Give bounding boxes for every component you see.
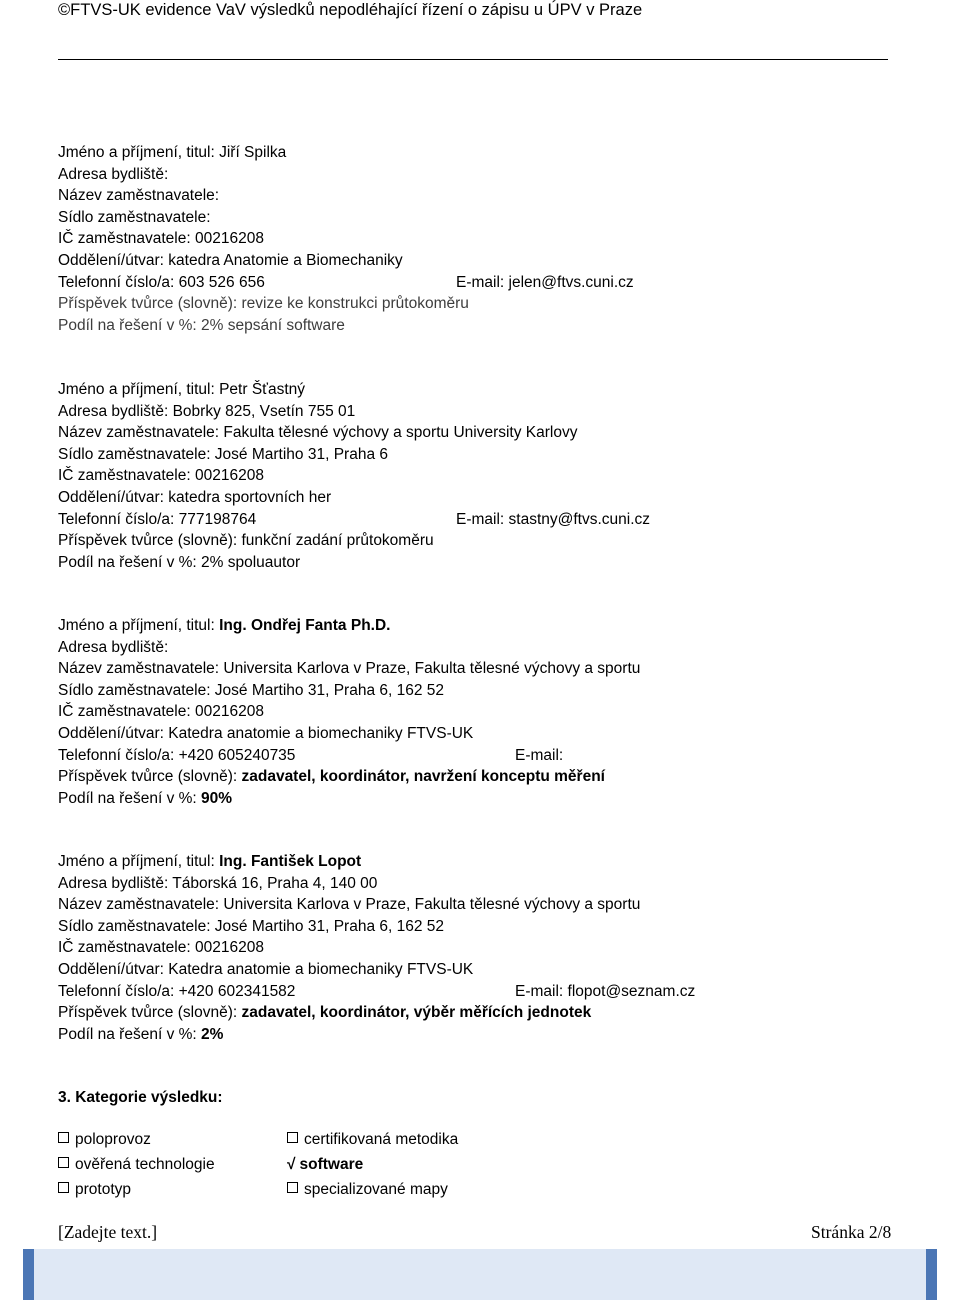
person-phone: Telefonní číslo/a: 777198764 [58, 510, 257, 528]
footer-band [34, 1249, 926, 1300]
person-block-4 [58, 851, 918, 1045]
person-name-line [58, 851, 918, 873]
person-name: Ing. Fantišek Lopot [219, 853, 362, 870]
category-heading: 3. Kategorie výsledku: [58, 1089, 223, 1106]
person-contribution: Příspěvek tvůrce (slovně): revize ke konstrukci průtokoměru [58, 295, 469, 313]
category-option-label: poloprovoz [75, 1131, 151, 1148]
person-email: E-mail: [515, 746, 564, 764]
header-rule [58, 59, 888, 60]
person-phone: Telefonní číslo/a: 603 526 656 [58, 273, 265, 291]
person-phone-line [58, 272, 918, 294]
person-name: Ing. Ondřej Fanta Ph.D. [219, 617, 391, 634]
person-phone: Telefonní číslo/a: +420 605240735 [58, 746, 296, 764]
person-ic: IČ zaměstnavatele: 00216208 [58, 939, 264, 957]
person-contribution: Příspěvek tvůrce (slovně): funkční zadání průtokoměru [58, 532, 434, 550]
person-employer: Název zaměstnavatele: Universita Karlova v Praze, Fakulta tělesné výchovy a sportu [58, 660, 641, 678]
person-name-label: Jméno a příjmení, titul: [58, 617, 220, 634]
person-name-label: Jméno a příjmení, titul: [58, 381, 220, 398]
person-employer: Název zaměstnavatele: Fakulta tělesné výchovy a sportu University Karlovy [58, 424, 578, 442]
footer-bar-right [926, 1249, 937, 1300]
person-employer-seat: Sídlo zaměstnavatele: José Martiho 31, Praha 6 [58, 445, 388, 463]
document-header-title: ©FTVS-UK evidence VaV výsledků nepodléhající řízení o zápisu u ÚPV v Praze [58, 1, 643, 19]
person-name-label: Jméno a příjmení, titul: [58, 853, 220, 870]
person-department: Oddělení/útvar: katedra Anatomie a Biomechaniky [58, 251, 403, 269]
person-address: Adresa bydliště: Bobrky 825, Vsetín 755 01 [58, 402, 356, 420]
person-block-3 [58, 615, 918, 809]
person-contribution: zadavatel, koordinátor, výběr měřících jednotek [241, 1004, 592, 1022]
person-employer: Název zaměstnavatele: [58, 187, 220, 205]
person-share: 2% [201, 1025, 224, 1043]
person-department: Oddělení/útvar: Katedra anatomie a biomechaniky FTVS-UK [58, 724, 474, 742]
category-option-specializovane-mapy[interactable] [287, 1180, 448, 1200]
person-department: Oddělení/útvar: Katedra anatomie a biomechaniky FTVS-UK [58, 960, 474, 978]
person-employer-seat: Sídlo zaměstnavatele: José Martiho 31, Praha 6, 162 52 [58, 681, 445, 699]
person-phone-line [58, 509, 918, 531]
person-ic: IČ zaměstnavatele: 00216208 [58, 703, 264, 721]
person-ic: IČ zaměstnavatele: 00216208 [58, 467, 264, 485]
person-name-label: Jméno a příjmení, titul: [58, 144, 220, 161]
person-address: Adresa bydliště: [58, 638, 169, 656]
checkbox-empty-icon [287, 1182, 298, 1193]
person-employer-seat: Sídlo zaměstnavatele: [58, 208, 211, 226]
person-department: Oddělení/útvar: katedra sportovních her [58, 488, 332, 506]
person-ic: IČ zaměstnavatele: 00216208 [58, 230, 264, 248]
person-name-line [58, 615, 918, 637]
checkmark-icon: √ [287, 1156, 296, 1173]
person-share-line [58, 1024, 918, 1046]
person-address: Adresa bydliště: [58, 165, 169, 183]
checkbox-empty-icon [58, 1132, 69, 1143]
person-phone-line [58, 745, 918, 767]
category-option-label: ověřená technologie [75, 1156, 215, 1173]
category-option-label: certifikovaná metodika [304, 1131, 459, 1148]
person-phone: Telefonní číslo/a: +420 602341582 [58, 982, 296, 1000]
person-contribution-line [58, 766, 918, 788]
category-option-prototyp[interactable] [58, 1180, 131, 1200]
person-contribution-line [58, 1002, 918, 1024]
person-share: Podíl na řešení v %: 2% sepsání software [58, 316, 345, 334]
footer-placeholder-text: [Zadejte text.] [58, 1222, 158, 1242]
person-contribution-label: Příspěvek tvůrce (slovně): [58, 1004, 242, 1022]
footer-bar-left [23, 1249, 34, 1300]
person-employer-seat: Sídlo zaměstnavatele: José Martiho 31, Praha 6, 162 52 [58, 917, 445, 935]
person-share: 90% [201, 789, 233, 807]
person-email: E-mail: flopot@seznam.cz [515, 982, 696, 1000]
checkbox-empty-icon [58, 1182, 69, 1193]
category-option-overena-technologie[interactable] [58, 1155, 215, 1175]
person-address: Adresa bydliště: Táborská 16, Praha 4, 140 00 [58, 874, 378, 892]
person-email: E-mail: jelen@ftvs.cuni.cz [456, 273, 634, 291]
category-option-poloprovoz[interactable] [58, 1130, 151, 1150]
person-name: Petr Šťastný [219, 381, 306, 398]
person-name-line [58, 142, 918, 164]
person-share: Podíl na řešení v %: 2% spoluautor [58, 553, 301, 571]
footer-page-number: Stránka 2/8 [811, 1222, 892, 1242]
checkbox-empty-icon [58, 1157, 69, 1168]
category-option-label: specializované mapy [304, 1181, 448, 1198]
person-block-1 [58, 142, 918, 336]
person-share-line [58, 788, 918, 810]
category-option-label: software [299, 1156, 364, 1173]
person-contribution: zadavatel, koordinátor, navržení konceptu měření [241, 768, 605, 786]
person-contribution-label: Příspěvek tvůrce (slovně): [58, 768, 242, 786]
person-share-label: Podíl na řešení v %: [58, 789, 202, 807]
category-option-certifikovana-metodika[interactable] [287, 1130, 458, 1150]
checkbox-empty-icon [287, 1132, 298, 1143]
person-email: E-mail: stastny@ftvs.cuni.cz [456, 510, 651, 528]
person-phone-line [58, 981, 918, 1003]
person-name-line [58, 379, 918, 401]
category-option-software[interactable] [287, 1155, 363, 1175]
person-share-label: Podíl na řešení v %: [58, 1025, 202, 1043]
category-option-label: prototyp [75, 1181, 132, 1198]
person-block-2 [58, 379, 918, 573]
person-employer: Název zaměstnavatele: Universita Karlova v Praze, Fakulta tělesné výchovy a sportu [58, 896, 641, 914]
person-name: Jiří Spilka [219, 144, 287, 161]
